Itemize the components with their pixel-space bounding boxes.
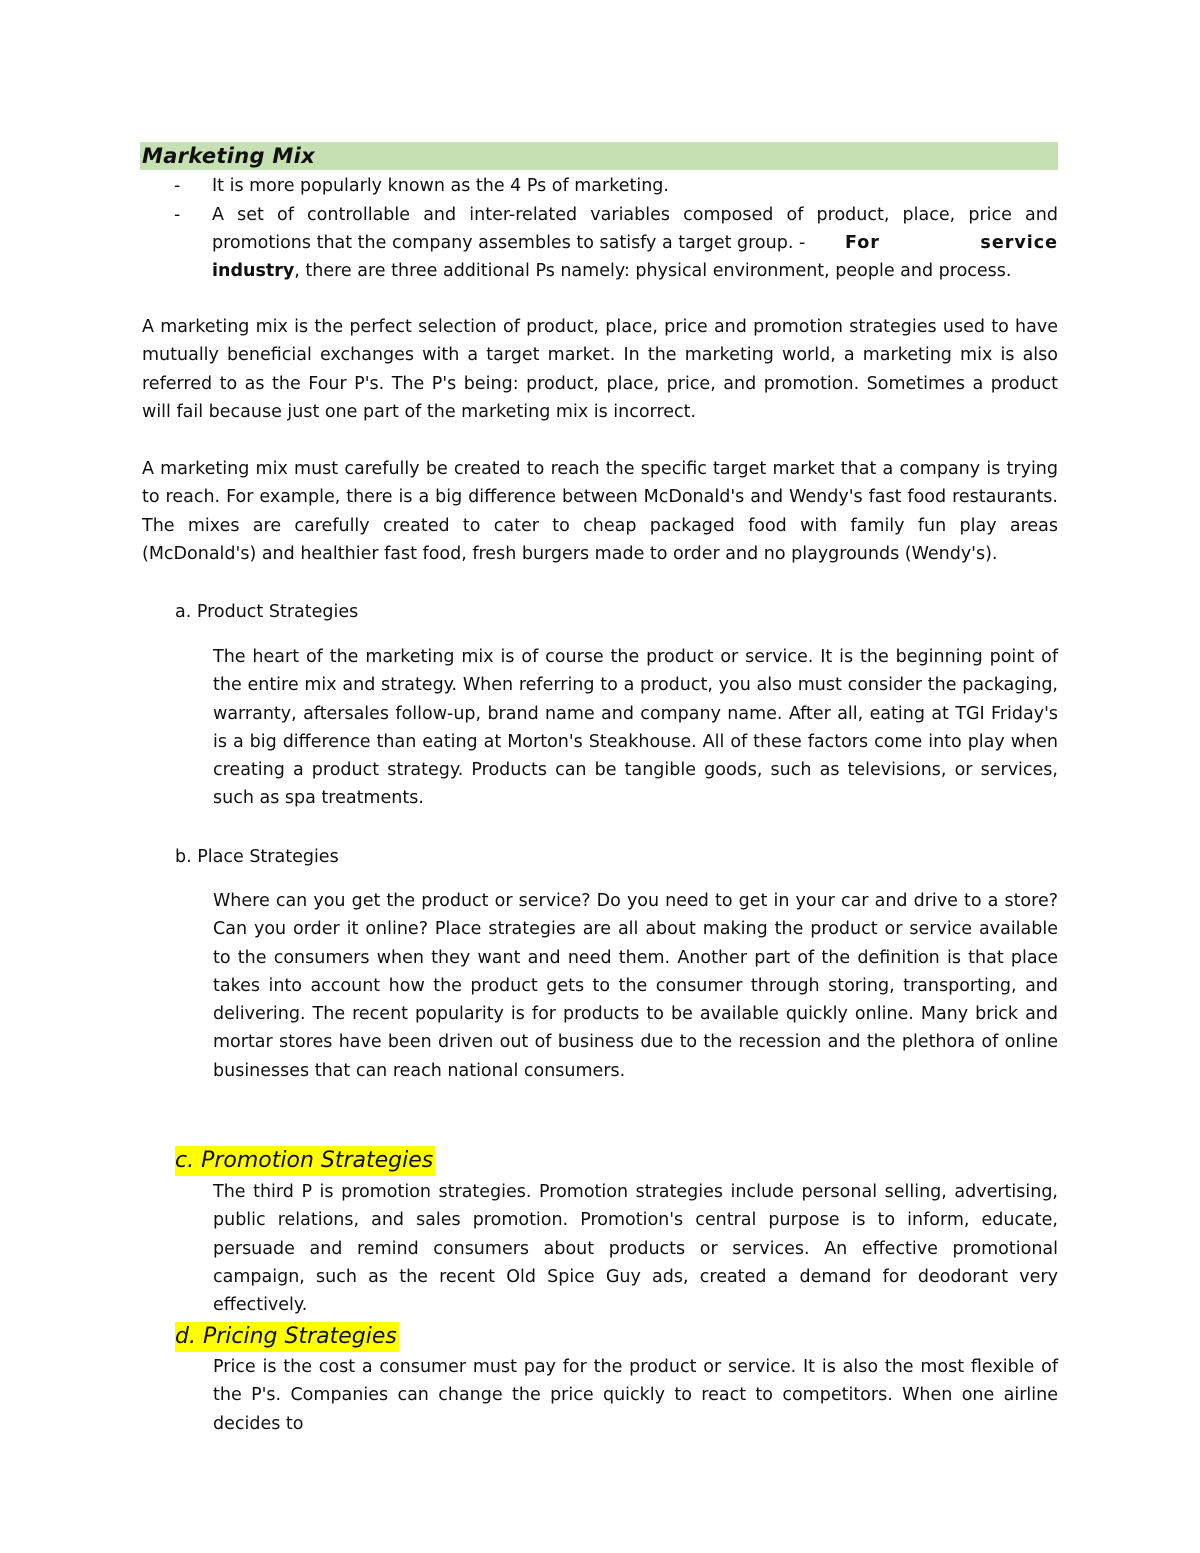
paragraph: A marketing mix is the perfect selection of product, place, price and promotion strategies used to have mutually beneficial exchanges with a target market. In the marketing world, a marketing mix is also referred to as the Four P's. The P's being: product, place, price, and promotion. Sometimes a product will fail because just one part of the marketing mix is incorrect. — [142, 317, 1058, 422]
bold-text-industry: industry — [212, 261, 295, 281]
bullet-text: , there are three additional Ps namely: physical environment, people and process. — [294, 261, 1012, 281]
section-heading-promotion: c. Promotion Strategies — [175, 1146, 435, 1176]
section-body-pricing: Price is the cost a consumer must pay for the product or service. It is also the most flexible of the P's. Companies can change the price quickly to react to competitors. When one airline decides to — [213, 1357, 1058, 1434]
bold-text-for: For — [845, 233, 880, 253]
section-body-product: The heart of the marketing mix is of course the product or service. It is the beginning point of the entire mix and strategy. When referring to a product, you also must consider the packaging, warranty, aftersales follow-up, brand name and company name. After all, eating at TGI Friday's is a big difference than eating at Morton's Steakhouse. All of these factors come into play when creating a product strategy. Products can be tangible goods, such as televisions, or services, such as spa treatments. — [213, 647, 1058, 809]
page-title: Marketing Mix — [142, 144, 315, 168]
section-body-promotion: The third P is promotion strategies. Promotion strategies include personal selling, advertising, public relations, and sales promotion. Promotion's central purpose is to inform, educate, persuade and remind consumers about products or services. An effective promotional campaign, such as the recent Old Spice Guy ads, created a demand for deodorant very effectively. — [213, 1182, 1058, 1316]
bullet-text: It is more popularly known as the 4 Ps of marketing. — [212, 176, 669, 196]
bullet-dash: - — [174, 176, 181, 196]
bullet-continuation — [212, 257, 1058, 285]
bullet-text: A set of controllable and inter-related variables composed of product, place, price and — [212, 205, 1058, 225]
section-heading-product: a. Product Strategies — [175, 602, 359, 622]
section-body-place: Where can you get the product or service? Do you need to get in your car and drive to a store? Can you order it online? Place strategies are all about making the product or service available to the consumers when they want and need them. Another part of the definition is that place takes into account how the product gets to the consumer through storing, transporting, and delivering. The recent popularity is for products to be available quickly online. Many brick and mortar stores have been driven out of business due to the recession and the plethora of online businesses that can reach national consumers. — [213, 891, 1058, 1081]
section-heading-place: b. Place Strategies — [175, 847, 339, 867]
bullet-text: promotions that the company assembles to satisfy a target group. - — [212, 233, 806, 253]
paragraph: A marketing mix must carefully be created to reach the specific target market that a company is trying to reach. For example, there is a big difference between McDonald's and Wendy's fast food restaurants. The mixes are carefully created to cater to cheap packaged food with family fun play areas (McDonald's) and healthier fast food, fresh burgers made to order and no playgrounds (Wendy's). — [142, 459, 1058, 564]
bullet-continuation — [212, 229, 1058, 257]
bullet-dash: - — [174, 205, 181, 225]
section-heading-pricing: d. Pricing Strategies — [175, 1322, 399, 1352]
bold-text-service: service — [980, 233, 1058, 253]
